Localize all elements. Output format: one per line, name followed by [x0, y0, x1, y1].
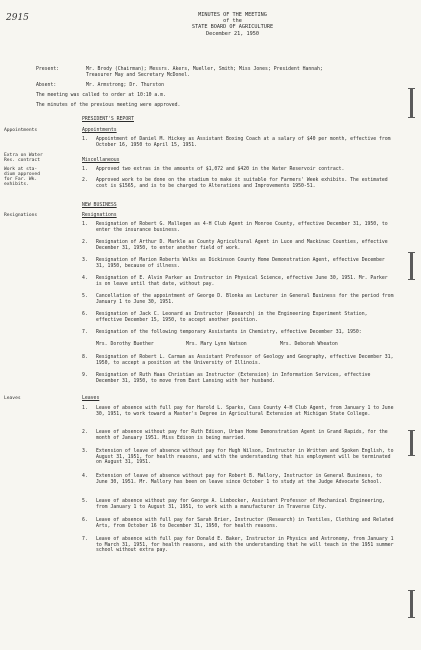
page-number: 2915	[6, 13, 29, 23]
chemistry-assistant-name: Mrs. Dorothy Buether	[96, 342, 154, 347]
work-side-label-4: exhibits.	[4, 182, 29, 187]
miscellaneous-heading: Miscellaneous	[82, 158, 120, 163]
appointments-side-label: Appointments	[4, 128, 38, 133]
leaves-heading: Leaves	[82, 396, 100, 401]
document-page: 2915 MINUTES OF THE MEETING of the STATE BOARD OF AGRICULTURE December 21, 1950 Present: Mr. Brody (Chairman); Messrs. Akers, Mueller, Smith; Miss Jones; President Hannah; Treasurer May and Secretary McDonel. Absent: Mr. Armstrong; Dr. Thurston The meeting was called to order at 10:10 a.m. The minutes of the previous meeting were approved. PRESIDENT'S REPORT Appointments Appointments 1. Appointment of Daniel M. Hickey as Assistant Boxing Coach at a salary of $40 per month, effective from October 16, 1950 to April 15, 1951. Extra on Water Res. contract Miscellaneous Work at sta- dium approved for Far. Wk. exhibits. 1. Approved two extras in the amounts of $1,072 and $420 in the Water Reservoir contract. 2. Approved work to be done on the stadium to make it suitable for Farmers' Week exhibits. The estimated cost is $1565, and is to be charged to Alterations and Improvements 1950-51. NEW BUSINESS Resignations Resignations 1. Resignation of Robert G. Mallegen as 4-H Club Agent in Monroe County, effective December 31, 1950, to enter the insurance business. 2. Resignation of Arthur D. Markle as County Agricultural Agent in Luce and Mackinac Counties, effective December 31, 1950, to enter another field of work. 3. Resignation of Marion Roberts Walks as Dickinson County Home Demonstration Agent, effective December 31, 1950, because of illness. 4. Resignation of E. Alvin Parker as Instructor in Physical Science, effective June 30, 1951. Mr. Parker is on leave until that date, without pay. 5. Cancellation of the appointment of George D. Blonka as Lecturer in General Business for the period from January 1 to June 30, 1951. 6. Resignation of Jack C. Leonard as Instructor (Research) in the Engineering Experiment Station, effective December 15, 1950, to accept another position. 7. Resignation of the following temporary Assistants in Chemistry, effective December 31, 1950: Mrs. Dorothy Buether Mrs. Mary Lynn Watson Mrs. Deborah Wheaton 8. Resignation of Robert L. Carman as Assistant Professor of Geology and Geography, effective December 31, 1950, to accept a position at the University of Illinois. 9. Resignation of Ruth Haas Christian as Instructor (Extension) in Information Services, effective December 31, 1950, to move from East Lansing with her husband. Leaves Leaves 1. Leave of absence with full pay for Harold L. Sparks, Cass County 4-H Club Agent, from January 1 to June 30, 1951, to work toward a Master's Degree in Agricultural Extension at Michigan State College. 2. Leave of absence without pay for Ruth Edison, Urban Home Demonstration Agent in Grand Rapids, for the month of January 1951. Miss Edison is being married. 3. Extension of leave of absence without pay for Hugh Wilson, Instructor in Written and Spoken English, to August 31, 1951, for health reasons, and with the understanding that his employment will be terminated on August 31, 1951. 4. Extension of leave of absence without pay for Robert B. Mallory, Instructor in General Business, to June 30, 1951. Mr. Mallory has been on leave since October 1 to study at the Judge Advocate School. 5. Leave of absence without pay for George A. Limbocker, Assistant Professor of Mechanical Engineering, from January 1 to August 31, 1951, to work with a manufacturer in Traverse City. 6. Leave of absence with full pay for Sarah Brier, Instructor (Research) in Textiles, Clothing and Related Arts, from October 16 to December 31, 1950, for health reasons. 7. Leave of absence with full pay for Donald E. Baker, Instructor in Physics and Astronomy, from January 1 to March 31, 1951, for health reasons, and with the understanding that he will teach in the 1951 summer school without extra pay.	[0, 0, 421, 650]
margin-mark	[410, 252, 413, 280]
presidents-report-heading: PRESIDENT'S REPORT	[82, 117, 134, 122]
leaves-side-label: Leaves	[4, 396, 21, 401]
minutes-approved: The minutes of the previous meeting were approved.	[36, 103, 181, 108]
margin-mark	[410, 88, 413, 118]
work-side-label-1: Work at sta-	[4, 167, 38, 172]
header-title: MINUTES OF THE MEETING	[198, 12, 267, 18]
absent-label: Absent:	[36, 83, 57, 88]
work-side-label-2: dium approved	[4, 172, 40, 177]
call-to-order: The meeting was called to order at 10:10 a.m.	[36, 93, 166, 98]
margin-mark	[410, 430, 413, 456]
absent-text: Mr. Armstrong; Dr. Thurston	[86, 83, 164, 88]
chemistry-assistant-name: Mrs. Deborah Wheaton	[280, 342, 338, 347]
minutes-header	[150, 12, 315, 37]
header-date: December 21, 1950	[205, 30, 260, 37]
header-of: of the	[223, 18, 242, 25]
resignations-heading: Resignations	[82, 213, 117, 218]
work-side-label-3: for Far. Wk.	[4, 177, 38, 182]
present-text-2: Treasurer May and Secretary McDonel.	[86, 73, 190, 78]
header-board: STATE BOARD OF AGRICULTURE	[191, 24, 274, 31]
present-label: Present:	[36, 67, 60, 72]
new-business-heading: NEW BUSINESS	[82, 203, 117, 208]
resignations-side-label: Resignations	[4, 213, 38, 218]
margin-mark	[410, 590, 413, 618]
present-text: Mr. Brody (Chairman); Messrs. Akers, Mueller, Smith; Miss Jones; President Hannah;	[86, 67, 323, 72]
extra-side-label-1: Extra on Water	[4, 153, 43, 158]
appointments-heading: Appointments	[82, 128, 117, 133]
chemistry-assistant-name: Mrs. Mary Lynn Watson	[186, 342, 247, 347]
extra-side-label-2: Res. contract	[4, 158, 40, 163]
